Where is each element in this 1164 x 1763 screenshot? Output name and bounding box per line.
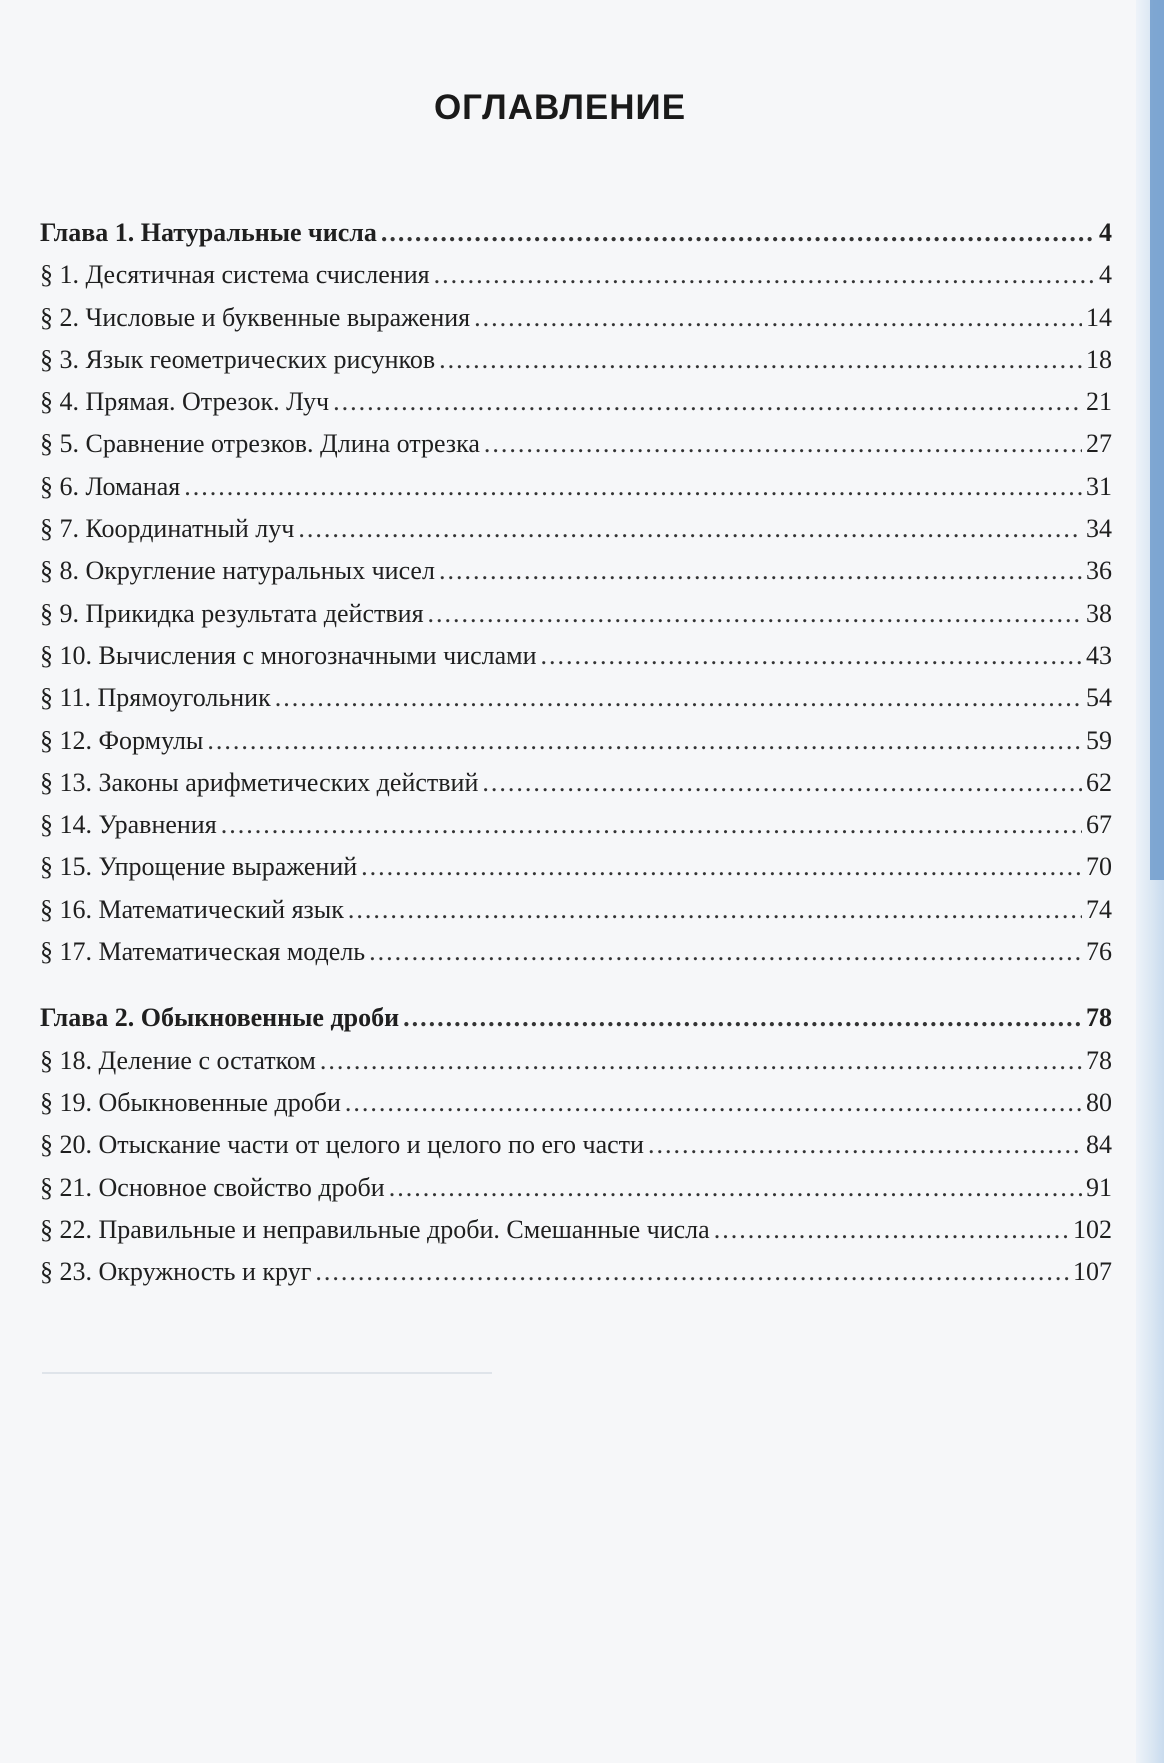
toc-entry <box>40 810 1112 852</box>
entry-label: § 17. Математическая модель <box>40 937 366 967</box>
entry-page: 84 <box>1086 1130 1112 1160</box>
entry-label: § 22. Правильные и неправильные дроби. Смешанные числа <box>40 1214 710 1244</box>
spacer <box>40 979 1112 1003</box>
entry-page: 34 <box>1086 514 1112 544</box>
entry-label: § 21. Основное свойство дроби <box>40 1172 385 1202</box>
dot-leader <box>439 345 1082 375</box>
entry-label: § 1. Десятичная система счисления <box>40 260 430 290</box>
toc-entry <box>40 768 1112 810</box>
dot-leader <box>714 1215 1069 1245</box>
dot-leader <box>333 387 1082 417</box>
entry-page: 70 <box>1086 852 1112 882</box>
entry-label: § 15. Упрощение выражений <box>40 852 358 882</box>
entry-label: § 19. Обыкновенные дроби <box>40 1087 341 1117</box>
dot-leader <box>434 260 1095 290</box>
entry-page: 59 <box>1086 725 1112 755</box>
toc-entry <box>40 260 1112 302</box>
toc-entry <box>40 852 1112 894</box>
entry-label: § 20. Отыскание части от целого и целого по его части <box>40 1130 644 1160</box>
toc-entry <box>40 641 1112 683</box>
entry-label: § 12. Формулы <box>40 725 204 755</box>
toc-entry <box>40 599 1112 641</box>
dot-leader <box>428 599 1082 629</box>
dot-leader <box>482 768 1082 798</box>
dot-leader <box>403 1003 1082 1033</box>
entry-page: 36 <box>1086 556 1112 586</box>
entry-page: 21 <box>1086 387 1112 417</box>
entry-page: 31 <box>1086 471 1112 501</box>
entry-label: § 5. Сравнение отрезков. Длина отрезка <box>40 429 480 459</box>
toc-entry <box>40 895 1112 937</box>
toc-entry <box>40 1046 1112 1088</box>
toc-entry <box>40 429 1112 471</box>
entry-page: 62 <box>1086 767 1112 797</box>
toc-entry <box>40 1130 1112 1172</box>
entry-label: § 6. Ломаная <box>40 471 181 501</box>
entry-label: § 16. Математический язык <box>40 894 344 924</box>
entry-page: 91 <box>1086 1172 1112 1202</box>
dot-leader <box>484 429 1082 459</box>
entry-page: 27 <box>1086 429 1112 459</box>
entry-page: 38 <box>1086 598 1112 628</box>
toc-entry <box>40 514 1112 556</box>
dot-leader <box>298 514 1082 544</box>
entry-label: § 23. Окружность и круг <box>40 1257 312 1287</box>
entry-label: § 8. Округление натуральных чисел <box>40 556 435 586</box>
toc-entry <box>40 726 1112 768</box>
entry-label: § 11. Прямоугольник <box>40 683 271 713</box>
dot-leader <box>648 1130 1082 1160</box>
divider <box>42 1372 492 1374</box>
entry-page: 4 <box>1099 260 1112 290</box>
entry-label: § 3. Язык геометрических рисунков <box>40 344 436 374</box>
entry-page: 4 <box>1099 218 1112 247</box>
chapter-section-list <box>40 260 1112 979</box>
dot-leader <box>381 218 1095 248</box>
dot-leader <box>389 1173 1082 1203</box>
toc-entry <box>40 1215 1112 1257</box>
toc-entry <box>40 303 1112 345</box>
toc-entry <box>40 1088 1112 1130</box>
entry-page: 107 <box>1073 1257 1112 1287</box>
entry-label: § 4. Прямая. Отрезок. Луч <box>40 387 330 417</box>
edge-tab <box>1150 0 1164 880</box>
entry-page: 102 <box>1073 1214 1112 1244</box>
entry-page: 43 <box>1086 640 1112 670</box>
entry-page: 54 <box>1086 683 1112 713</box>
dot-leader <box>348 895 1082 925</box>
dot-leader <box>207 726 1082 756</box>
entry-label: § 13. Законы арифметических действий <box>40 767 479 797</box>
table-of-contents <box>40 218 1112 1299</box>
dot-leader <box>474 303 1082 333</box>
entry-page: 78 <box>1086 1003 1112 1033</box>
chapter-heading <box>40 218 1112 260</box>
entry-label: § 14. Уравнения <box>40 810 217 840</box>
entry-page: 67 <box>1086 810 1112 840</box>
chapter-heading <box>40 1003 1112 1045</box>
entry-label: § 10. Вычисления с многозначными числами <box>40 640 537 670</box>
toc-entry <box>40 556 1112 598</box>
entry-page: 80 <box>1086 1087 1112 1117</box>
entry-label: Глава 2. Обыкновенные дроби <box>40 1003 400 1033</box>
entry-label: § 7. Координатный луч <box>40 514 295 544</box>
toc-entry <box>40 472 1112 514</box>
dot-leader <box>320 1046 1082 1076</box>
dot-leader <box>361 852 1082 882</box>
dot-leader <box>275 683 1082 713</box>
dot-leader <box>221 810 1082 840</box>
dot-leader <box>369 937 1082 967</box>
entry-label: Глава 1. Натуральные числа <box>40 218 377 247</box>
entry-page: 74 <box>1086 894 1112 924</box>
toc-entry <box>40 1173 1112 1215</box>
dot-leader <box>315 1257 1069 1287</box>
entry-label: § 18. Деление с остатком <box>40 1045 316 1075</box>
page-title: ОГЛАВЛЕНИЕ <box>433 88 687 127</box>
toc-entry <box>40 937 1112 979</box>
toc-entry <box>40 387 1112 429</box>
toc-entry <box>40 683 1112 725</box>
entry-page: 76 <box>1086 937 1112 967</box>
chapter-section-list <box>40 1046 1112 1300</box>
dot-leader <box>439 556 1082 586</box>
toc-entry <box>40 1257 1112 1299</box>
toc-entry <box>40 345 1112 387</box>
entry-label: § 9. Прикидка результата действия <box>40 598 424 628</box>
dot-leader <box>345 1088 1082 1118</box>
dot-leader <box>541 641 1083 671</box>
entry-page: 14 <box>1086 302 1112 332</box>
dot-leader <box>184 472 1082 502</box>
entry-page: 78 <box>1086 1045 1112 1075</box>
entry-page: 18 <box>1086 344 1112 374</box>
entry-label: § 2. Числовые и буквенные выражения <box>40 302 471 332</box>
